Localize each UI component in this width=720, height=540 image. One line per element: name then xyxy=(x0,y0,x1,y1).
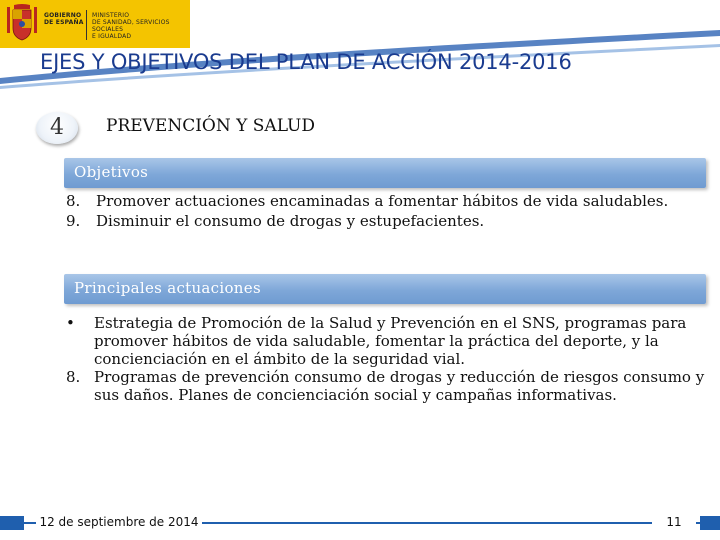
list-item xyxy=(66,191,668,211)
page-title: EJES Y OBJETIVOS DEL PLAN DE ACCIÓN 2014-2016 xyxy=(40,50,572,74)
list-item-number: 8. xyxy=(66,192,81,210)
list-item xyxy=(66,368,712,404)
logo-divider xyxy=(86,10,87,40)
section-heading: PREVENCIÓN Y SALUD xyxy=(106,116,316,136)
actuaciones-bar xyxy=(64,274,706,304)
list-item-text: Estrategia de Promoción de la Salud y Prevención en el SNS, programas para promover hábitos de vida saludable, fomentar la práctica del deporte, y la concienciación en el ámbito de la seguridad vial. xyxy=(94,314,687,368)
bullet-marker: • xyxy=(66,314,75,332)
footer-accent-left xyxy=(0,516,24,530)
coat-of-arms-icon xyxy=(6,4,38,42)
section-number-badge: 4 xyxy=(36,112,78,144)
government-name xyxy=(44,12,84,26)
list-item-text: Disminuir el consumo de drogas y estupefacientes. xyxy=(96,212,485,230)
objetivos-list xyxy=(66,191,668,231)
footer xyxy=(0,512,720,532)
footer-date: 12 de septiembre de 2014 xyxy=(36,512,202,532)
list-item-number: 9. xyxy=(66,212,81,230)
page-number: 11 xyxy=(652,512,696,532)
list-item-number: 8. xyxy=(66,368,81,386)
list-item xyxy=(66,211,668,231)
ministry-line-1: MINISTERIO xyxy=(92,12,130,19)
actuaciones-label: Principales actuaciones xyxy=(74,279,261,297)
objetivos-bar xyxy=(64,158,706,188)
ministry-name xyxy=(92,12,190,40)
list-item-text: Programas de prevención consumo de drogas y reducción de riesgos consumo y sus daños. Planes de concienciación social y campañas informativas. xyxy=(94,368,705,404)
footer-accent-right xyxy=(700,516,720,530)
gov-line-2: DE ESPAÑA xyxy=(44,19,84,26)
objetivos-label: Objetivos xyxy=(74,163,149,181)
gov-line-1: GOBIERNO xyxy=(44,12,82,19)
list-item-text: Promover actuaciones encaminadas a fomentar hábitos de vida saludables. xyxy=(96,192,669,210)
list-item xyxy=(66,314,712,368)
ministry-line-2: DE SANIDAD, SERVICIOS SOCIALES xyxy=(92,19,170,33)
government-logo xyxy=(0,0,190,48)
actuaciones-list xyxy=(66,314,712,404)
ministry-line-3: E IGUALDAD xyxy=(92,33,132,40)
